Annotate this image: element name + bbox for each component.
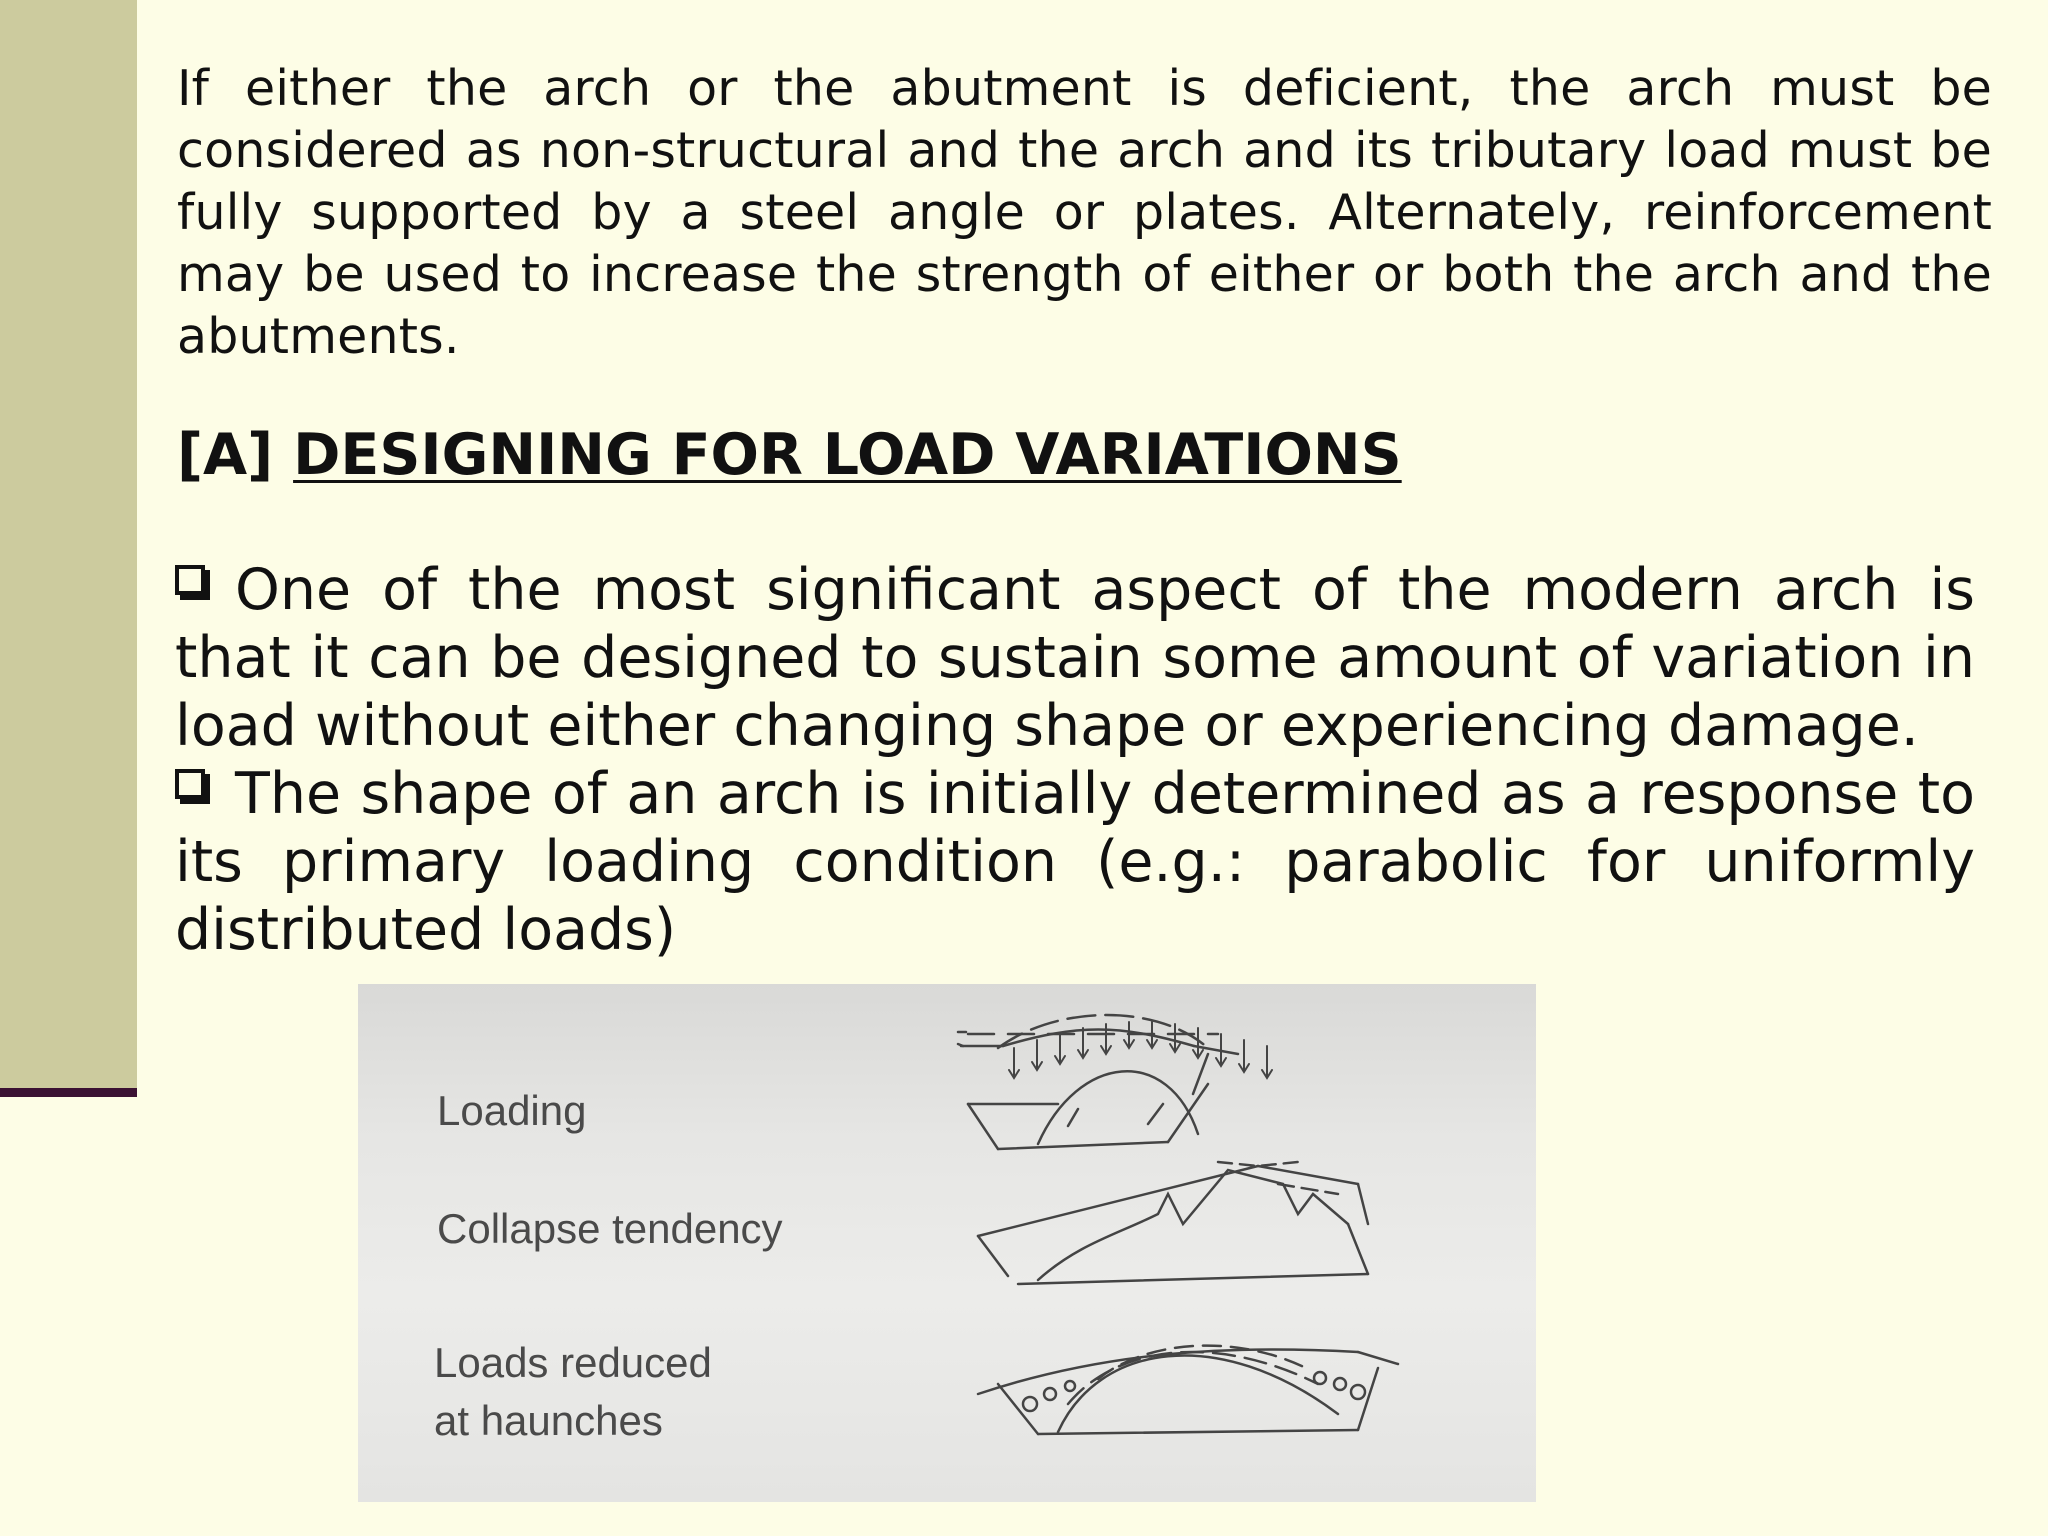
bullet-item xyxy=(175,556,1975,760)
figure-label-collapse: Collapse tendency xyxy=(437,1205,783,1252)
arch-collapse-diagram xyxy=(978,1162,1368,1284)
section-title: DESIGNING FOR LOAD VARIATIONS xyxy=(293,422,1402,488)
arch-diagrams xyxy=(358,984,1536,1502)
arch-loading-diagram xyxy=(958,1015,1272,1149)
figure-label-reduced-1: Loads reduced xyxy=(434,1339,712,1386)
arch-reduced-diagram xyxy=(978,1346,1398,1434)
left-accent-rule xyxy=(0,1088,137,1097)
section-heading xyxy=(177,420,1402,490)
checkbox-bullet-icon xyxy=(175,769,205,799)
bullet-text: The shape of an arch is initially determined as a response to its primary loading condition (e.g.: parabolic for uniformly distributed loads) xyxy=(175,761,1975,963)
arch-loading-figure xyxy=(358,984,1536,1502)
bullet-list xyxy=(175,556,1975,964)
bullet-text: One of the most significant aspect of the modern arch is that it can be designed to sustain some amount of variation in load without either changing shape or experiencing damage. xyxy=(175,557,1975,759)
bullet-item xyxy=(175,760,1975,964)
figure-label-loading: Loading xyxy=(437,1087,587,1134)
figure-label-reduced-2: at haunches xyxy=(434,1397,663,1444)
checkbox-bullet-icon xyxy=(175,565,205,595)
section-prefix: [A] xyxy=(177,422,274,488)
intro-paragraph: If either the arch or the abutment is deficient, the arch must be considered as non-structural and the arch and its tributary load must be fully supported by a steel angle or plates. Alternately, reinforcement may be used to increase the strength of either or both the arch and the abutments. xyxy=(177,60,1992,365)
left-accent-bar xyxy=(0,0,137,1090)
